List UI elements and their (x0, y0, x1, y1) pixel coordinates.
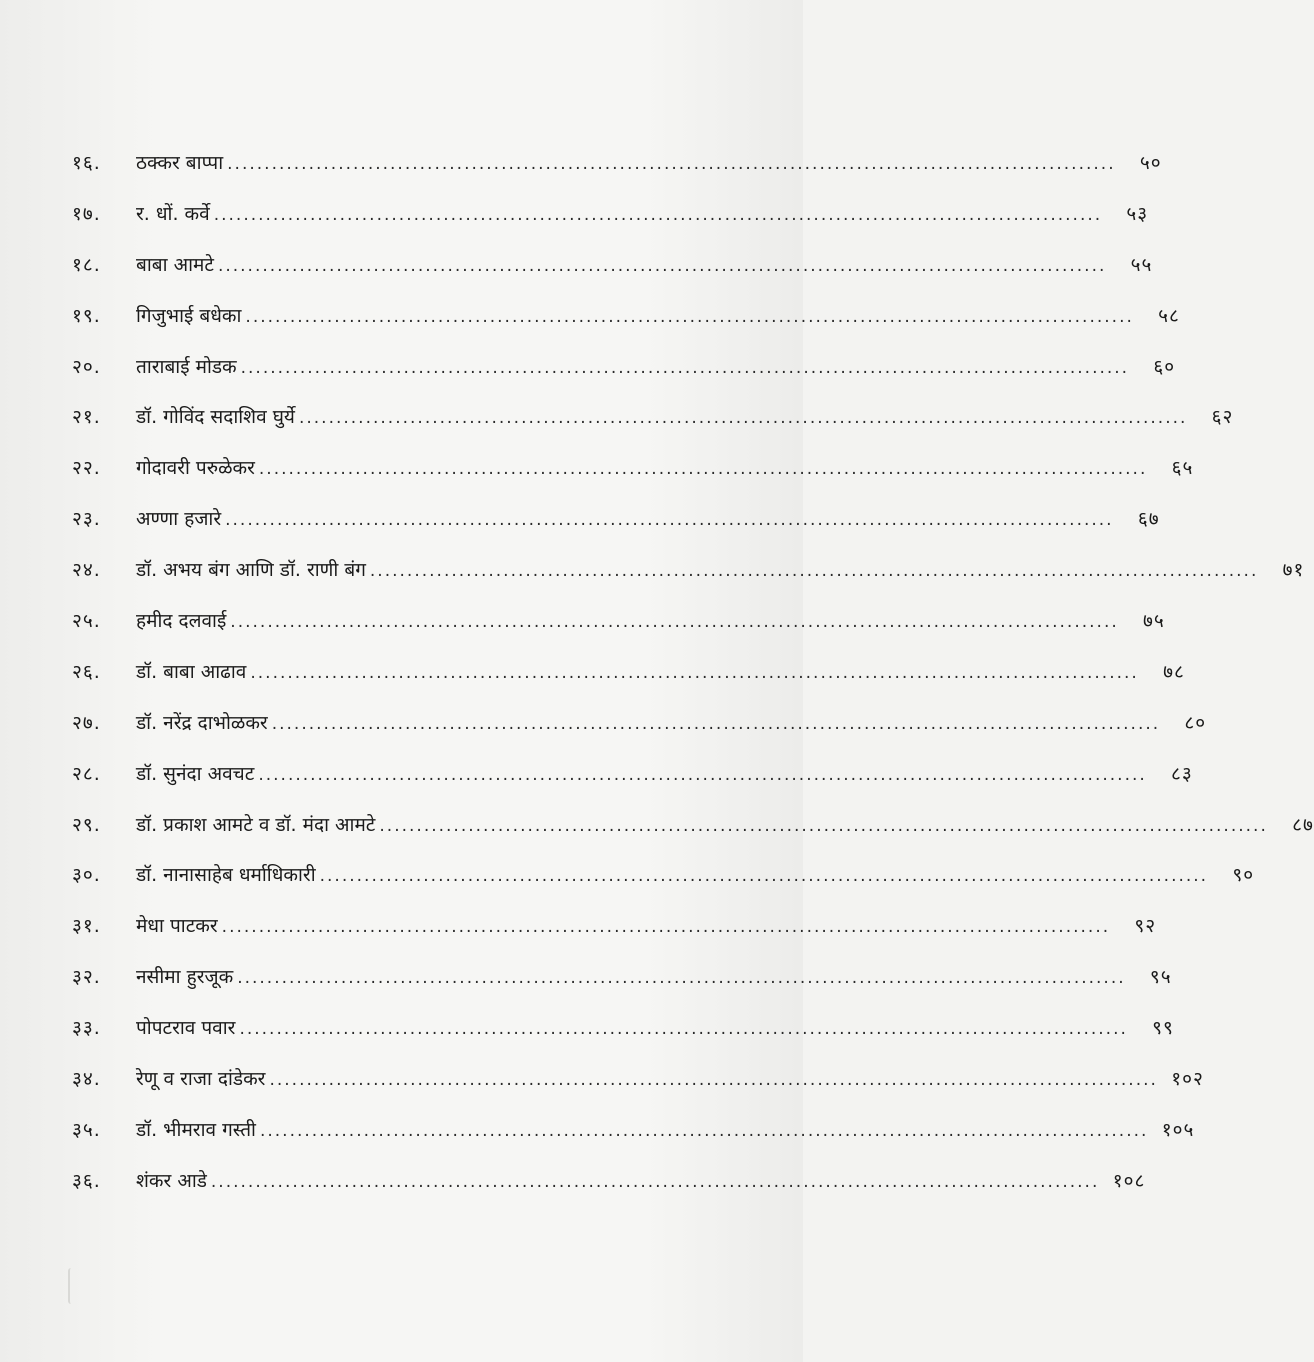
toc-entry (72, 494, 1160, 545)
dot-leader: ........................................................................................................................ (240, 357, 1130, 378)
entry-title: मेधा पाटकर (136, 915, 218, 938)
dot-leader: ........................................................................................................................ (258, 459, 1148, 480)
dot-leader: ........................................................................................................................ (319, 866, 1209, 887)
entry-page-number: १०५ (1161, 1118, 1195, 1141)
entry-page-number: ८० (1184, 711, 1207, 734)
entry-page-number: ५३ (1126, 202, 1149, 225)
dot-leader: ........................................................................................................................ (225, 510, 1114, 531)
entry-title: शंकर आडे (136, 1169, 207, 1192)
entry-title: डॉ. अभय बंग आणि डॉ. राणी बंग (136, 559, 366, 582)
entry-page-number: ६५ (1171, 457, 1194, 480)
dot-leader: ........................................................................................................................ (245, 306, 1134, 327)
toc-entry (72, 749, 1193, 800)
entry-page-number: ५८ (1158, 304, 1180, 327)
toc-entry (72, 545, 1305, 596)
entry-title: रेणू व राजा दांडेकर (136, 1068, 266, 1091)
entry-number: २९. (72, 813, 101, 836)
toc-entry (72, 901, 1157, 952)
entry-page-number: ९९ (1152, 1017, 1174, 1040)
dot-leader: ........................................................................................................................ (379, 815, 1268, 836)
entry-title: र. धों. कर्वे (136, 202, 210, 225)
entry-number: ३३. (72, 1017, 101, 1040)
toc-entry (72, 1054, 1204, 1105)
entry-number: ३५. (72, 1118, 101, 1141)
toc-entry (72, 443, 1194, 494)
dot-leader: ........................................................................................................................ (213, 204, 1103, 225)
toc-entry (72, 392, 1234, 443)
toc-entry (72, 850, 1255, 901)
entry-number: २७. (72, 711, 101, 734)
entry-page-number: ९५ (1149, 966, 1172, 989)
entry-title: डॉ. नरेंद्र दाभोळकर (136, 711, 268, 734)
entry-page-number: ९० (1232, 864, 1255, 887)
entry-title: बाबा आमटे (136, 253, 214, 276)
entry-number: २३. (72, 508, 101, 531)
entry-page-number: ६७ (1137, 508, 1160, 531)
dot-leader: ........................................................................................................................ (258, 764, 1147, 785)
toc-entry (72, 952, 1172, 1003)
toc-entry (72, 647, 1185, 698)
toc-entry (72, 596, 1165, 647)
entry-title: ठक्कर बाप्पा (136, 152, 224, 174)
entry-number: १९. (72, 304, 101, 327)
entry-number: ३६. (72, 1169, 101, 1192)
dot-leader: ........................................................................................................................ (210, 1171, 1100, 1192)
toc-entry (72, 698, 1207, 749)
toc-entry (72, 291, 1180, 342)
dot-leader: ........................................................................................................................ (230, 612, 1119, 633)
entry-number: १८. (72, 253, 101, 276)
toc-entry (72, 1105, 1195, 1156)
toc-entry (72, 1003, 1174, 1054)
entry-page-number: ५५ (1130, 253, 1153, 276)
entry-page-number: ८३ (1171, 762, 1193, 785)
dot-leader: ........................................................................................................................ (271, 713, 1161, 734)
dot-leader: ........................................................................................................................ (237, 968, 1126, 989)
dot-leader: ........................................................................................................................ (221, 917, 1111, 938)
entry-number: २८. (72, 762, 101, 785)
toc-entry (72, 800, 1314, 851)
entry-title: गिजुभाई बधेका (136, 304, 242, 327)
entry-number: ३०. (72, 864, 101, 887)
entry-title: डॉ. सुनंदा अवचट (136, 762, 255, 785)
entry-title: डॉ. नानासाहेब धर्माधिकारी (136, 864, 316, 887)
entry-title: ताराबाई मोडक (136, 355, 237, 378)
entry-number: २२. (72, 457, 101, 480)
entry-number: २४. (72, 559, 101, 582)
entry-title: अण्णा हजारे (136, 508, 222, 531)
table-of-contents (72, 138, 1314, 1207)
toc-entry (72, 342, 1176, 393)
entry-title: गोदावरी परुळेकर (136, 457, 255, 480)
dot-leader: ........................................................................................................................ (227, 154, 1116, 174)
entry-page-number: ७५ (1143, 610, 1165, 633)
entry-number: १७. (72, 202, 101, 225)
toc-entry (72, 138, 1162, 189)
entry-number: ३१. (72, 915, 101, 938)
entry-title: पोपटराव पवार (136, 1017, 236, 1040)
entry-title: डॉ. बाबा आढाव (136, 660, 247, 683)
entry-title: हमीद दलवाई (136, 610, 227, 633)
entry-page-number: १०२ (1171, 1068, 1204, 1091)
entry-page-number: ५० (1139, 152, 1162, 174)
entry-number: २६. (72, 660, 101, 683)
entry-title: नसीमा हुरजूक (136, 966, 234, 989)
entry-page-number: ८७ (1292, 813, 1314, 836)
entry-page-number: १०८ (1112, 1169, 1146, 1192)
dot-leader: ........................................................................................................................ (298, 408, 1188, 429)
entry-page-number: ६० (1153, 355, 1176, 378)
entry-number: २०. (72, 355, 101, 378)
dot-leader: ........................................................................................................................ (239, 1019, 1128, 1040)
entry-number: २५. (72, 610, 101, 633)
toc-entry (72, 1156, 1146, 1207)
toc-entry (72, 189, 1149, 240)
toc-entry (72, 240, 1153, 291)
dot-leader: ........................................................................................................................ (250, 662, 1139, 683)
entry-page-number: ९२ (1134, 915, 1157, 938)
dot-leader: ........................................................................................................................ (259, 1120, 1149, 1141)
dot-leader: ........................................................................................................................ (217, 255, 1107, 276)
dot-leader: ........................................................................................................................ (269, 1070, 1158, 1091)
entry-number: ३४. (72, 1068, 101, 1091)
dot-leader: ........................................................................................................................ (369, 561, 1259, 582)
entry-page-number: ७८ (1163, 660, 1185, 683)
entry-number: २१. (72, 406, 101, 429)
entry-title: डॉ. प्रकाश आमटे व डॉ. मंदा आमटे (136, 813, 376, 836)
entry-number: ३२. (72, 966, 101, 989)
page-edge-mark (68, 1268, 76, 1304)
entry-page-number: ६२ (1211, 406, 1234, 429)
entry-title: डॉ. गोविंद सदाशिव घुर्ये (136, 406, 295, 429)
entry-number: १६. (72, 152, 101, 174)
entry-page-number: ७१ (1282, 559, 1305, 582)
entry-title: डॉ. भीमराव गस्ती (136, 1118, 256, 1141)
